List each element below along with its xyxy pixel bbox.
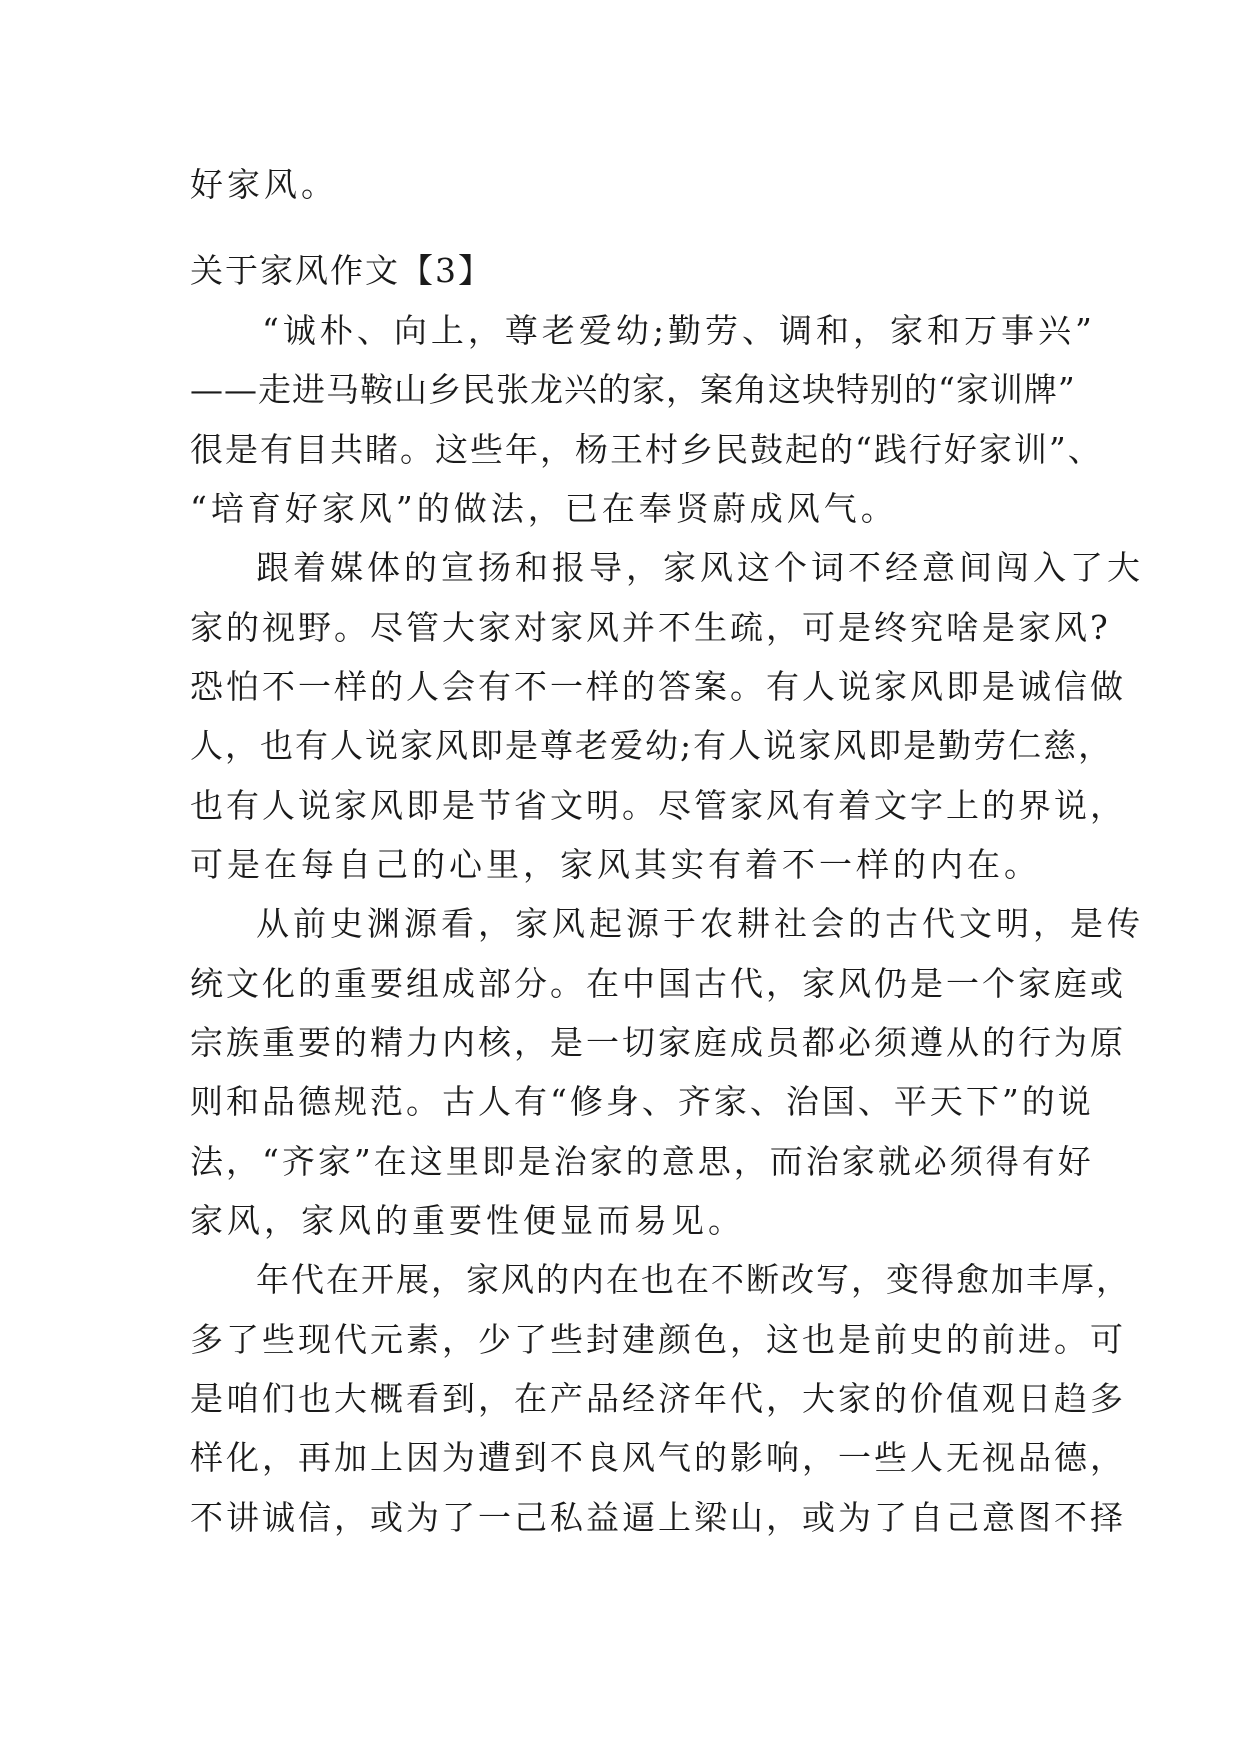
text-line: 可是在每自己的心里，家风其实有着不一样的内在。 [190,845,1041,884]
text-line: 好家风。 [190,165,338,204]
text-line: 也有人说家风即是节省文明。尽管家风有着文字上的界说， [190,786,1126,825]
text-line: 多了些现代元素，少了些封建颜色，这也是前史的前进。可 [190,1320,1126,1359]
text-line: 样化，再加上因为遭到不良风气的影响，一些人无视品德， [190,1438,1126,1477]
text-line: 家的视野。尽管大家对家风并不生疏，可是终究啥是家风? [190,608,1111,647]
text-line: 宗族重要的精力内核，是一切家庭成员都必须遵从的行为原 [190,1023,1126,1062]
text-line: 家风，家风的重要性便显而易见。 [190,1201,745,1240]
text-line: 是咱们也大概看到，在产品经济年代，大家的价值观日趋多 [190,1379,1126,1418]
text-line: 法，“齐家”在这里即是治家的意思，而治家就必须得有好 [190,1142,1094,1181]
text-line: 跟着媒体的宣扬和报导，家风这个词不经意间闯入了大 [256,548,1144,587]
text-line: 不讲诚信，或为了一己私益逼上梁山，或为了自己意图不择 [190,1498,1126,1537]
text-line: 很是有目共睹。这些年，杨王村乡民鼓起的“践行好家训”、 [190,430,1103,469]
text-line: 年代在开展，家风的内在也在不断改写，变得愈加丰厚， [256,1260,1131,1299]
text-line: 则和品德规范。古人有“修身、齐家、治国、平天下”的说 [190,1082,1094,1121]
text-line: 恐怕不一样的人会有不一样的答案。有人说家风即是诚信做 [190,667,1126,706]
text-line: 统文化的重要组成部分。在中国古代，家风仍是一个家庭或 [190,964,1126,1003]
text-line: “诚朴、向上，尊老爱幼;勤劳、调和，家和万事兴” [262,311,1096,350]
text-line: “培育好家风”的做法，已在奉贤蔚成风气。 [190,489,898,528]
text-line: ——走进马鞍山乡民张龙兴的家，案角这块特别的“家训牌” [190,370,1076,409]
text-line: 人，也有人说家风即是尊老爱幼;有人说家风即是勤劳仁慈， [190,726,1114,765]
text-line: 从前史渊源看，家风起源于农耕社会的古代文明，是传 [256,904,1144,943]
section-heading: 关于家风作文【3】 [190,251,493,290]
